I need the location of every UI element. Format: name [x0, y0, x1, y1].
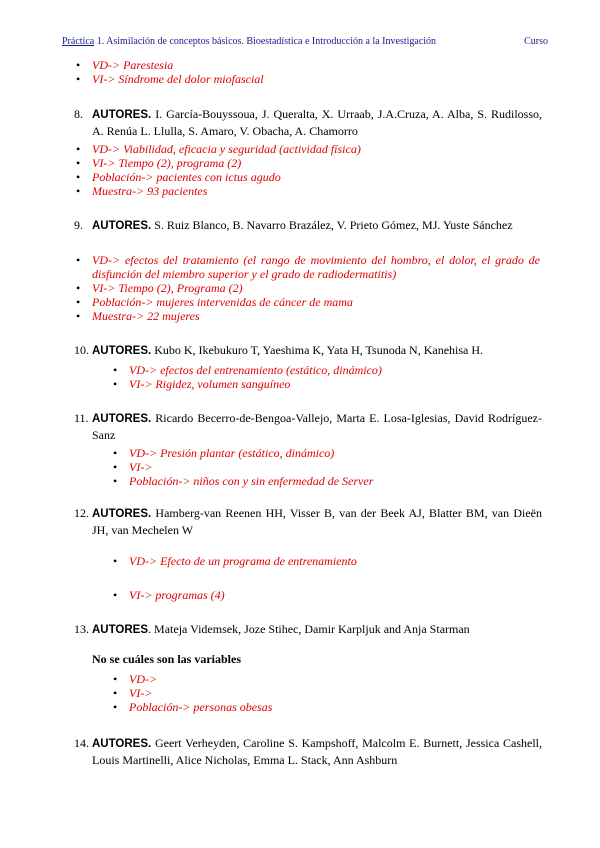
list-item: • VD-> Viabilidad, eficacia y seguridad (actividad física) — [92, 142, 600, 156]
reference-item-10 — [0, 342, 600, 359]
practice-link[interactable]: Práctica — [62, 36, 95, 47]
list-item: • Población-> pacientes con ictus agudo — [92, 170, 600, 184]
authors-label: AUTORES. — [92, 413, 152, 425]
bullet-list-13 — [0, 672, 600, 714]
bullet-list-12 — [0, 554, 600, 568]
authors-text: Kubo K, Ikebukuro T, Yaeshima K, Yata H, Tsunoda N, Kanehisa H. — [151, 343, 484, 357]
item-number: 14. — [74, 736, 89, 750]
authors-label: AUTORES. — [92, 109, 152, 121]
item-number: 9. — [74, 218, 83, 232]
authors-label: AUTORES. — [92, 345, 152, 357]
list-item: • Población-> personas obesas — [129, 700, 600, 714]
list-item: • VD-> — [129, 672, 600, 686]
header-title: 1. Asimilación de conceptos básicos. Bioestadística e Introducción a la Investigación — [94, 36, 437, 47]
list-item: • VI-> — [129, 460, 600, 474]
header-course: Curso — [524, 36, 548, 47]
list-item: • VI-> Síndrome del dolor miofascial — [92, 72, 600, 86]
list-item: • VD-> efectos del tratamiento (el rango de movimiento del hombro, el dolor, el grado de disfunción del miembro superior y el grado de radiodermatitis) — [92, 253, 540, 281]
bullet-list-10 — [0, 363, 600, 391]
reference-item-11 — [0, 410, 600, 443]
authors-label: AUTORES. — [92, 508, 152, 520]
bullet-list-8 — [0, 142, 600, 198]
list-item: • VI-> Rigidez, volumen sanguíneo — [129, 377, 600, 391]
item-number: 10. — [74, 343, 89, 357]
authors-label: AUTORES. — [92, 738, 152, 750]
item-number: 13. — [74, 622, 89, 636]
page-header — [62, 36, 548, 47]
reference-item-13 — [0, 621, 600, 638]
list-item: • Población-> niños con y sin enfermedad de Server — [129, 474, 600, 488]
bullet-list-11 — [0, 446, 600, 488]
top-bullet-list — [0, 58, 600, 86]
list-item: • VI-> programas (4) — [129, 588, 600, 602]
authors-text: Geert Verheyden, Caroline S. Kampshoff, Malcolm E. Burnett, Jessica Cashell, Louis Martinelli, Alice Nicholas, Emma L. Stack, Ann Ashburn — [92, 736, 542, 767]
list-item: • Muestra-> 93 pacientes — [92, 184, 600, 198]
authors-text: Hamberg-van Reenen HH, Visser B, van der Beek AJ, Blatter BM, van Dieën JH, van Mechelen W — [92, 506, 542, 537]
reference-item-14 — [0, 735, 600, 768]
item-number: 12. — [74, 506, 89, 520]
reference-item-8 — [0, 106, 600, 139]
list-item: • VD-> Parestesia — [92, 58, 600, 72]
list-item: • VD-> Presión plantar (estático, dinámico) — [129, 446, 600, 460]
authors-text: I. García-Bouyssoua, J. Queralta, X. Urraab, J.A.Cruza, A. Alba, S. Rudilosso, A. Renúa L. Llulla, S. Amaro, V. Obacha, A. Chamorro — [92, 107, 542, 138]
variables-note: No se cuáles son las variables — [92, 652, 242, 666]
bullet-list-9 — [0, 253, 600, 323]
authors-label: AUTORES. — [92, 220, 152, 232]
authors-text: Ricardo Becerro-de-Bengoa-Vallejo, Marta E. Losa-Iglesias, David Rodríguez-Sanz — [92, 411, 542, 442]
reference-item-12 — [0, 505, 600, 538]
bullet-list-12b — [0, 588, 600, 602]
list-item: • Muestra-> 22 mujeres — [92, 309, 600, 323]
list-item: • VI-> Tiempo (2), Programa (2) — [92, 281, 600, 295]
list-item: • VI-> Tiempo (2), programa (2) — [92, 156, 600, 170]
item-number: 11. — [74, 411, 89, 425]
list-item: • Población-> mujeres intervenidas de cáncer de mama — [92, 295, 600, 309]
authors-label: AUTORES — [92, 624, 149, 636]
authors-text: . Mateja Videmsek, Joze Stihec, Damir Karpljuk and Anja Starman — [148, 622, 470, 636]
reference-item-9 — [0, 217, 600, 234]
list-item: • VD-> efectos del entrenamiento (estático, dinámico) — [129, 363, 600, 377]
list-item: • VI-> — [129, 686, 600, 700]
item-number: 8. — [74, 107, 83, 121]
list-item: • VD-> Efecto de un programa de entrenamiento — [129, 554, 600, 568]
authors-text: S. Ruiz Blanco, B. Navarro Brazález, V. Prieto Gómez, MJ. Yuste Sánchez — [151, 218, 513, 232]
